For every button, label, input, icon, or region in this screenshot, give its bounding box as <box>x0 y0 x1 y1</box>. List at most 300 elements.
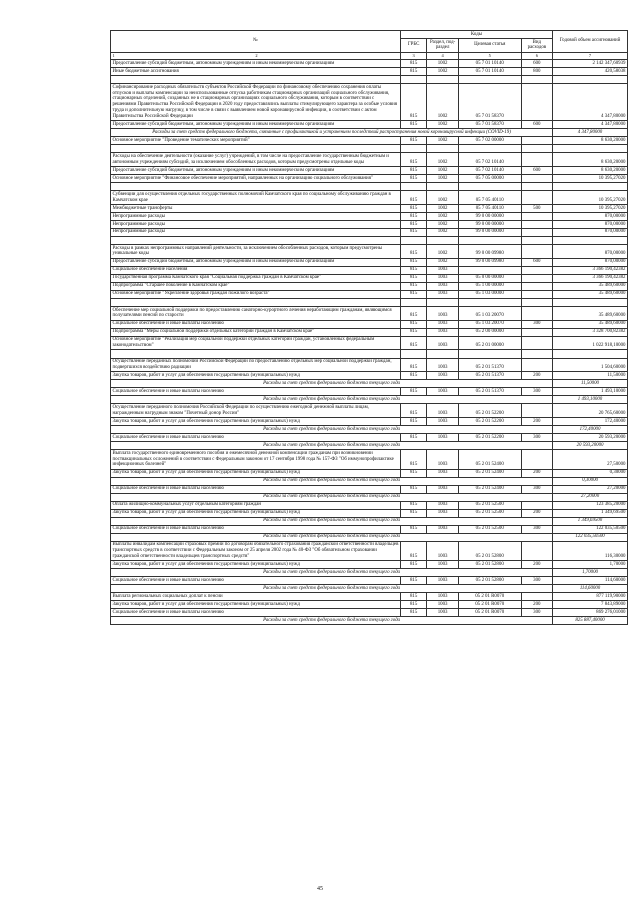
amount-cell: 10 395,27020 <box>553 204 628 212</box>
table-row <box>111 121 628 129</box>
table-row <box>111 266 628 274</box>
exp-type-cell <box>521 358 552 372</box>
funding-source-row <box>111 585 628 593</box>
item-name-cell: Закупка товаров, работ и услуг для обеспечения государственных (муниципальных) нужд <box>111 372 401 380</box>
exp-type-cell: 600 <box>521 167 552 175</box>
section-cell: 1003 <box>427 336 458 350</box>
grbs-cell: 815 <box>400 577 427 585</box>
amount-cell: 7 843,89000 <box>553 601 628 609</box>
table-row <box>111 336 628 350</box>
spacer-cell <box>427 236 458 244</box>
item-name-cell: Социальное обеспечение и иные выплаты населению <box>111 388 401 396</box>
header-row-codes <box>111 31 628 39</box>
item-name-cell: Социальное обеспечение и иные выплаты населению <box>111 434 401 442</box>
section-cell: 1003 <box>427 509 458 517</box>
section-cell: 1003 <box>427 525 458 533</box>
table-row <box>111 220 628 228</box>
section-cell: 1003 <box>427 561 458 569</box>
grbs-cell: 815 <box>400 67 427 75</box>
item-name-cell: Расходы на обеспечение деятельности (оказание услуг) учреждений, в том числе на предоставление государственным бюджетным и автономным учреждениям субсидий, за исключением обособленных расходов, которым предусмотрены отдельные коды <box>111 153 401 167</box>
table-row <box>111 404 628 418</box>
section-cell: 1002 <box>427 204 458 212</box>
grbs-cell: 815 <box>400 485 427 493</box>
table-row <box>111 174 628 182</box>
spacer-row <box>111 75 628 83</box>
table-row <box>111 469 628 477</box>
grbs-cell: 815 <box>400 167 427 175</box>
spacer-cell <box>427 182 458 190</box>
amount-cell: 10 395,27020 <box>553 174 628 182</box>
spacer-cell <box>553 236 628 244</box>
item-name-cell: Предоставление субсидий бюджетным, автономным учреждениям и иным некоммерческим организациям <box>111 258 401 266</box>
target-code-cell: 05 1 03 20070 <box>458 320 521 328</box>
amount-cell: 114,60000 <box>553 585 628 593</box>
exp-type-cell <box>521 328 552 336</box>
exp-type-cell: 200 <box>521 509 552 517</box>
column-number-cell: 4 <box>427 52 458 59</box>
target-code-cell: 05 2 01 51370 <box>458 372 521 380</box>
funding-source-row <box>111 517 628 525</box>
target-code-cell: 05 2 01 51370 <box>458 388 521 396</box>
grbs-cell: 815 <box>400 245 427 259</box>
target-code-cell: 99 0 00 00000 <box>458 228 521 236</box>
spacer-cell <box>553 350 628 358</box>
funding-source-text: Расходы за счет средств федерального бюджета текущего года <box>111 426 553 434</box>
table-row <box>111 358 628 372</box>
table-row <box>111 245 628 259</box>
funding-source-text: Расходы за счет средств федерального бюджета текущего года <box>111 396 553 404</box>
spacer-cell <box>521 298 552 306</box>
table-row <box>111 84 628 121</box>
target-code-cell: 05 2 01 52200 <box>458 404 521 418</box>
spacer-cell <box>111 298 401 306</box>
exp-type-cell <box>521 174 552 182</box>
spacer-cell <box>427 75 458 83</box>
target-code-cell: 05 2 01 R0070 <box>458 609 521 617</box>
spacer-row <box>111 298 628 306</box>
grbs-cell: 815 <box>400 593 427 601</box>
amount-cell: 4 347,80000 <box>553 121 628 129</box>
section-cell: 1003 <box>427 601 458 609</box>
target-code-cell: 05 2 01 52200 <box>458 434 521 442</box>
section-cell: 1002 <box>427 121 458 129</box>
funding-source-row <box>111 617 628 625</box>
spacer-cell <box>400 298 427 306</box>
table-row <box>111 137 628 145</box>
amount-cell: 420,58038 <box>553 67 628 75</box>
item-name-cell: Закупка товаров, работ и услуг для обеспечения государственных (муниципальных) нужд <box>111 469 401 477</box>
grbs-cell: 815 <box>400 274 427 282</box>
exp-type-cell <box>521 336 552 350</box>
column-number-cell: 5 <box>458 52 521 59</box>
item-name-cell: Непрограммные расходы <box>111 228 401 236</box>
exp-type-cell: 300 <box>521 525 552 533</box>
amount-cell: 870,00000 <box>553 258 628 266</box>
exp-type-cell <box>521 84 552 121</box>
header-number: № <box>111 31 401 53</box>
section-cell: 1003 <box>427 609 458 617</box>
item-name-cell: Подпрограмма "Старшее поколение в Камчатском крае" <box>111 282 401 290</box>
table-row <box>111 388 628 396</box>
grbs-cell: 815 <box>400 84 427 121</box>
grbs-cell: 815 <box>400 153 427 167</box>
funding-source-text: Расходы за счет средств федерального бюджета текущего года <box>111 442 553 450</box>
grbs-cell: 815 <box>400 609 427 617</box>
spacer-cell <box>553 145 628 153</box>
item-name-cell: Социальное обеспечение населения <box>111 266 401 274</box>
item-name-cell: Межбюджетные трансферты <box>111 204 401 212</box>
spacer-cell <box>111 236 401 244</box>
table-row <box>111 153 628 167</box>
grbs-cell: 815 <box>400 525 427 533</box>
item-name-cell: Закупка товаров, работ и услуг для обеспечения государственных (муниципальных) нужд <box>111 509 401 517</box>
target-code-cell: 05 2 01 R0070 <box>458 601 521 609</box>
amount-cell: 3 366 190,42382 <box>553 266 628 274</box>
section-cell: 1002 <box>427 220 458 228</box>
spacer-cell <box>458 236 521 244</box>
grbs-cell: 815 <box>400 328 427 336</box>
funding-source-text: Расходы за счет средств федерального бюджета текущего года <box>111 380 553 388</box>
table-row <box>111 306 628 320</box>
target-code-cell: 05 2 01 52800 <box>458 541 521 561</box>
section-cell: 1003 <box>427 306 458 320</box>
table-row <box>111 282 628 290</box>
grbs-cell: 815 <box>400 358 427 372</box>
header-codes: Коды <box>400 31 552 39</box>
funding-source-row <box>111 129 628 137</box>
grbs-cell: 815 <box>400 418 427 426</box>
funding-source-row <box>111 442 628 450</box>
table-row <box>111 501 628 509</box>
item-name-cell: Подпрограмма "Меры социальной поддержки отдельных категорий граждан в Камчатском крае" <box>111 328 401 336</box>
spacer-row <box>111 236 628 244</box>
target-code-cell: 99 0 00 00000 <box>458 212 521 220</box>
amount-cell: 20 593,20000 <box>553 442 628 450</box>
item-name-cell: Расходы в рамках непрограммных направлений деятельности, за исключением обособленных расходов, которым предусмотрены уникальные коды <box>111 245 401 259</box>
exp-type-cell: 300 <box>521 577 552 585</box>
section-cell: 1002 <box>427 167 458 175</box>
item-name-cell: Основное мероприятие "Укрепление здоровья граждан пожилого возраста" <box>111 290 401 298</box>
amount-cell: 35 489,60000 <box>553 290 628 298</box>
exp-type-cell: 500 <box>521 204 552 212</box>
grbs-cell: 815 <box>400 372 427 380</box>
target-code-cell: 05 7 05 40110 <box>458 204 521 212</box>
section-cell: 1003 <box>427 266 458 274</box>
amount-cell: 4 347,80000 <box>553 129 628 137</box>
exp-type-cell <box>521 245 552 259</box>
exp-type-cell: 300 <box>521 434 552 442</box>
section-cell: 1002 <box>427 258 458 266</box>
exp-type-cell <box>521 541 552 561</box>
exp-type-cell <box>521 450 552 470</box>
amount-cell: 8 630,20000 <box>553 167 628 175</box>
grbs-cell: 815 <box>400 258 427 266</box>
grbs-cell: 815 <box>400 282 427 290</box>
exp-type-cell: 600 <box>521 258 552 266</box>
target-code-cell: 05 2 01 00000 <box>458 336 521 350</box>
exp-type-cell <box>521 137 552 145</box>
section-cell: 1002 <box>427 84 458 121</box>
target-code-cell: 05 7 02 00000 <box>458 137 521 145</box>
grbs-cell: 815 <box>400 469 427 477</box>
spacer-cell <box>458 145 521 153</box>
funding-source-text: Расходы за счет средств федерального бюджета текущего года <box>111 569 553 577</box>
section-cell: 1003 <box>427 372 458 380</box>
spacer-cell <box>458 182 521 190</box>
amount-cell: 1 349,69500 <box>553 517 628 525</box>
grbs-cell: 815 <box>400 191 427 205</box>
amount-cell: 172,40000 <box>553 418 628 426</box>
amount-cell: 20 765,60000 <box>553 404 628 418</box>
table-row <box>111 191 628 205</box>
grbs-cell: 815 <box>400 59 427 67</box>
grbs-cell: 815 <box>400 601 427 609</box>
target-code-cell: 05 2 01 52400 <box>458 485 521 493</box>
funding-source-text: Расходы за счет средств федерального бюджета текущего года <box>111 493 553 501</box>
amount-cell: 0,30000 <box>553 469 628 477</box>
spacer-cell <box>400 350 427 358</box>
spacer-cell <box>427 350 458 358</box>
target-code-cell: 05 7 01 58370 <box>458 84 521 121</box>
header-amount: Годовой объем ассигнований <box>553 31 628 53</box>
table-row <box>111 561 628 569</box>
grbs-cell: 815 <box>400 388 427 396</box>
amount-cell: 2 142 347,60939 <box>553 59 628 67</box>
section-cell: 1002 <box>427 212 458 220</box>
funding-source-text: Расходы за счет средств федерального бюджета текущего года <box>111 585 553 593</box>
amount-cell: 8 630,20000 <box>553 137 628 145</box>
exp-type-cell: 300 <box>521 320 552 328</box>
column-number-row <box>111 52 628 59</box>
amount-cell: 870,00000 <box>553 212 628 220</box>
target-code-cell: 05 1 00 00000 <box>458 282 521 290</box>
table-row <box>111 418 628 426</box>
spacer-cell <box>400 236 427 244</box>
target-code-cell: 05 2 01 52400 <box>458 450 521 470</box>
target-code-cell: 05 7 01 58370 <box>458 121 521 129</box>
spacer-cell <box>458 298 521 306</box>
item-name-cell: Субвенции для осуществления отдельных государственных полномочий Камчатского края по социальному обслуживанию граждан в Камчатском крае <box>111 191 401 205</box>
grbs-cell: 815 <box>400 220 427 228</box>
item-name-cell: Осуществление переданных полномочий Российской Федерации по предоставлению отдельных мер социальной поддержки граждан, подвергшихся воздействию радиации <box>111 358 401 372</box>
grbs-cell: 815 <box>400 137 427 145</box>
section-cell: 1003 <box>427 434 458 442</box>
target-code-cell: 05 7 02 10140 <box>458 153 521 167</box>
spacer-cell <box>521 75 552 83</box>
amount-cell: 825 887,40000 <box>553 617 628 625</box>
spacer-cell <box>458 350 521 358</box>
section-cell: 1003 <box>427 541 458 561</box>
amount-cell: 1,70000 <box>553 569 628 577</box>
grbs-cell: 815 <box>400 290 427 298</box>
item-name-cell: Осуществление переданного полномочия Российской Федерации по осуществлению ежегодной денежной выплаты лицам, награжденным нагрудным знаком "Почетный донор России" <box>111 404 401 418</box>
target-code-cell: 05 2 01 52500 <box>458 525 521 533</box>
amount-cell: 1 493,10000 <box>553 388 628 396</box>
section-cell: 1003 <box>427 282 458 290</box>
amount-cell: 20 593,20000 <box>553 434 628 442</box>
grbs-cell: 815 <box>400 404 427 418</box>
table-row <box>111 212 628 220</box>
item-name-cell: Иные бюджетные ассигнования <box>111 67 401 75</box>
amount-cell: 11,50000 <box>553 380 628 388</box>
grbs-cell: 815 <box>400 541 427 561</box>
table-row <box>111 274 628 282</box>
spacer-cell <box>553 298 628 306</box>
target-code-cell: 05 2 01 52200 <box>458 418 521 426</box>
amount-cell: 122 035,50500 <box>553 525 628 533</box>
table-row <box>111 67 628 75</box>
amount-cell: 4 347,80000 <box>553 84 628 121</box>
exp-type-cell <box>521 282 552 290</box>
spacer-cell <box>111 75 401 83</box>
header-target: Целевая статья <box>458 38 521 52</box>
item-name-cell: Софинансирование расходных обязательств субъектов Российской Федерации по финансовому обеспечению сохранения оплаты отпусков и выплаты компенсации за неиспользованные отпуска работникам стационарных организаций социального обслуживания, стационарных отделений, созданных не в стационарных организациях социального обслуживания, которым в соответствии с решениями Правительства Российской Федерации в 2020 году предоставлялись выплаты стимулирующего характера за особые условия труда и дополнительную нагрузку, в том числе в связи с выявлением новой коронавирусной инфекции, в соответствии с актом Правительства Российской Федерации <box>111 84 401 121</box>
exp-type-cell: 300 <box>521 388 552 396</box>
exp-type-cell <box>521 306 552 320</box>
item-name-cell: Выплата региональных социальных доплат к пенсии <box>111 593 401 601</box>
spacer-row <box>111 182 628 190</box>
amount-cell: 3 366 190,42382 <box>553 274 628 282</box>
spacer-cell <box>400 182 427 190</box>
table-row <box>111 167 628 175</box>
item-name-cell: Выплата государственного единовременного пособия и ежемесячной денежной компенсации гражданам при возникновении поствакцинальных осложнений в соответствии с Федеральным законом от 17 сентября 1998 года № 157-ФЗ "Об иммунопрофилактике инфекционных болезней" <box>111 450 401 470</box>
section-cell: 1003 <box>427 418 458 426</box>
table-row <box>111 258 628 266</box>
section-cell: 1003 <box>427 388 458 396</box>
amount-cell: 870,00000 <box>553 228 628 236</box>
amount-cell: 27,20000 <box>553 485 628 493</box>
amount-cell: 1 493,10000 <box>553 396 628 404</box>
section-cell: 1003 <box>427 320 458 328</box>
funding-source-text: Расходы за счет средств федерального бюджета текущего года <box>111 517 553 525</box>
exp-type-cell <box>521 593 552 601</box>
spacer-cell <box>521 236 552 244</box>
amount-cell: 869 276,01000 <box>553 609 628 617</box>
spacer-cell <box>400 145 427 153</box>
spacer-cell <box>521 350 552 358</box>
amount-cell: 27,20000 <box>553 493 628 501</box>
exp-type-cell <box>521 404 552 418</box>
column-number-cell: 3 <box>400 52 427 59</box>
amount-cell: 877 119,90000 <box>553 593 628 601</box>
amount-cell: 3 328 700,82382 <box>553 328 628 336</box>
target-code-cell: 99 0 00 09980 <box>458 258 521 266</box>
target-code-cell: 05 7 05 00000 <box>458 174 521 182</box>
column-number-cell: 1 2 <box>111 52 401 59</box>
target-code-cell: 05 2 01 R0070 <box>458 593 521 601</box>
target-code-cell: 05 2 01 52400 <box>458 469 521 477</box>
grbs-cell: 815 <box>400 561 427 569</box>
table-row <box>111 485 628 493</box>
target-code-cell: 05 7 01 10140 <box>458 59 521 67</box>
grbs-cell: 815 <box>400 174 427 182</box>
grbs-cell: 815 <box>400 509 427 517</box>
funding-source-text: Расходы за счет средств федерального бюджета текущего года <box>111 533 553 541</box>
spacer-cell <box>458 75 521 83</box>
amount-cell: 1 504,60000 <box>553 358 628 372</box>
target-code-cell: 05 2 01 52500 <box>458 501 521 509</box>
spacer-cell <box>400 75 427 83</box>
section-cell: 1002 <box>427 228 458 236</box>
target-code-cell <box>458 266 521 274</box>
section-cell: 1003 <box>427 404 458 418</box>
section-cell: 1002 <box>427 67 458 75</box>
exp-type-cell: 600 <box>521 121 552 129</box>
section-cell: 1003 <box>427 274 458 282</box>
budget-table <box>110 30 628 625</box>
spacer-row <box>111 350 628 358</box>
amount-cell: 35 489,60000 <box>553 282 628 290</box>
section-cell: 1002 <box>427 245 458 259</box>
table-row <box>111 320 628 328</box>
target-code-cell: 05 2 01 52500 <box>458 509 521 517</box>
target-code-cell: 05 2 01 52800 <box>458 561 521 569</box>
item-name-cell: Оплата жилищно-коммунальных услуг отдельным категориям граждан <box>111 501 401 509</box>
budget-table-sheet <box>110 30 628 625</box>
amount-cell: 10 395,27020 <box>553 191 628 205</box>
column-number-cell: 7 <box>553 52 628 59</box>
exp-type-cell <box>521 191 552 205</box>
exp-type-cell: 200 <box>521 601 552 609</box>
amount-cell: 1 349,69500 <box>553 509 628 517</box>
item-name-cell: Социальное обеспечение и иные выплаты населению <box>111 525 401 533</box>
target-code-cell: 05 7 01 10140 <box>458 67 521 75</box>
amount-cell: 1 022 918,10000 <box>553 336 628 350</box>
target-code-cell: 05 1 03 20070 <box>458 306 521 320</box>
exp-type-cell: 200 <box>521 372 552 380</box>
grbs-cell: 815 <box>400 204 427 212</box>
target-code-cell: 05 2 00 00000 <box>458 328 521 336</box>
table-row <box>111 450 628 470</box>
exp-type-cell <box>521 274 552 282</box>
funding-source-text: Расходы за счет средств федерального бюджета, связанные с профилактикой и устранением последствий распространения новой коронавирусной инфекции (COVID-19) <box>111 129 553 137</box>
table-row <box>111 609 628 617</box>
spacer-cell <box>427 145 458 153</box>
amount-cell: 116,30000 <box>553 541 628 561</box>
table-row <box>111 601 628 609</box>
spacer-cell <box>427 298 458 306</box>
table-row <box>111 372 628 380</box>
table-row <box>111 525 628 533</box>
amount-cell: 35 489,60000 <box>553 320 628 328</box>
funding-source-text: Расходы за счет средств федерального бюджета текущего года <box>111 617 553 625</box>
section-cell: 1003 <box>427 328 458 336</box>
item-name-cell: Основное мероприятие "Финансовое обеспечение мероприятий, направленных на организацию социального обслуживания" <box>111 174 401 182</box>
amount-cell: 870,00000 <box>553 245 628 259</box>
exp-type-cell <box>521 290 552 298</box>
grbs-cell: 815 <box>400 434 427 442</box>
section-cell: 1002 <box>427 153 458 167</box>
header-section: Раздел, под-раздел <box>427 38 458 52</box>
item-name-cell: Закупка товаров, работ и услуг для обеспечения государственных (муниципальных) нужд <box>111 561 401 569</box>
amount-cell: 123 385,20000 <box>553 501 628 509</box>
funding-source-row <box>111 477 628 485</box>
amount-cell: 11,50000 <box>553 372 628 380</box>
amount-cell: 870,00000 <box>553 220 628 228</box>
funding-source-row <box>111 380 628 388</box>
exp-type-cell <box>521 266 552 274</box>
section-cell: 1003 <box>427 485 458 493</box>
section-cell: 1003 <box>427 469 458 477</box>
table-row <box>111 434 628 442</box>
funding-source-row <box>111 569 628 577</box>
table-row <box>111 328 628 336</box>
amount-cell: 172,40000 <box>553 426 628 434</box>
section-cell: 1003 <box>427 577 458 585</box>
table-row <box>111 59 628 67</box>
exp-type-cell: 600 <box>521 59 552 67</box>
table-row <box>111 228 628 236</box>
